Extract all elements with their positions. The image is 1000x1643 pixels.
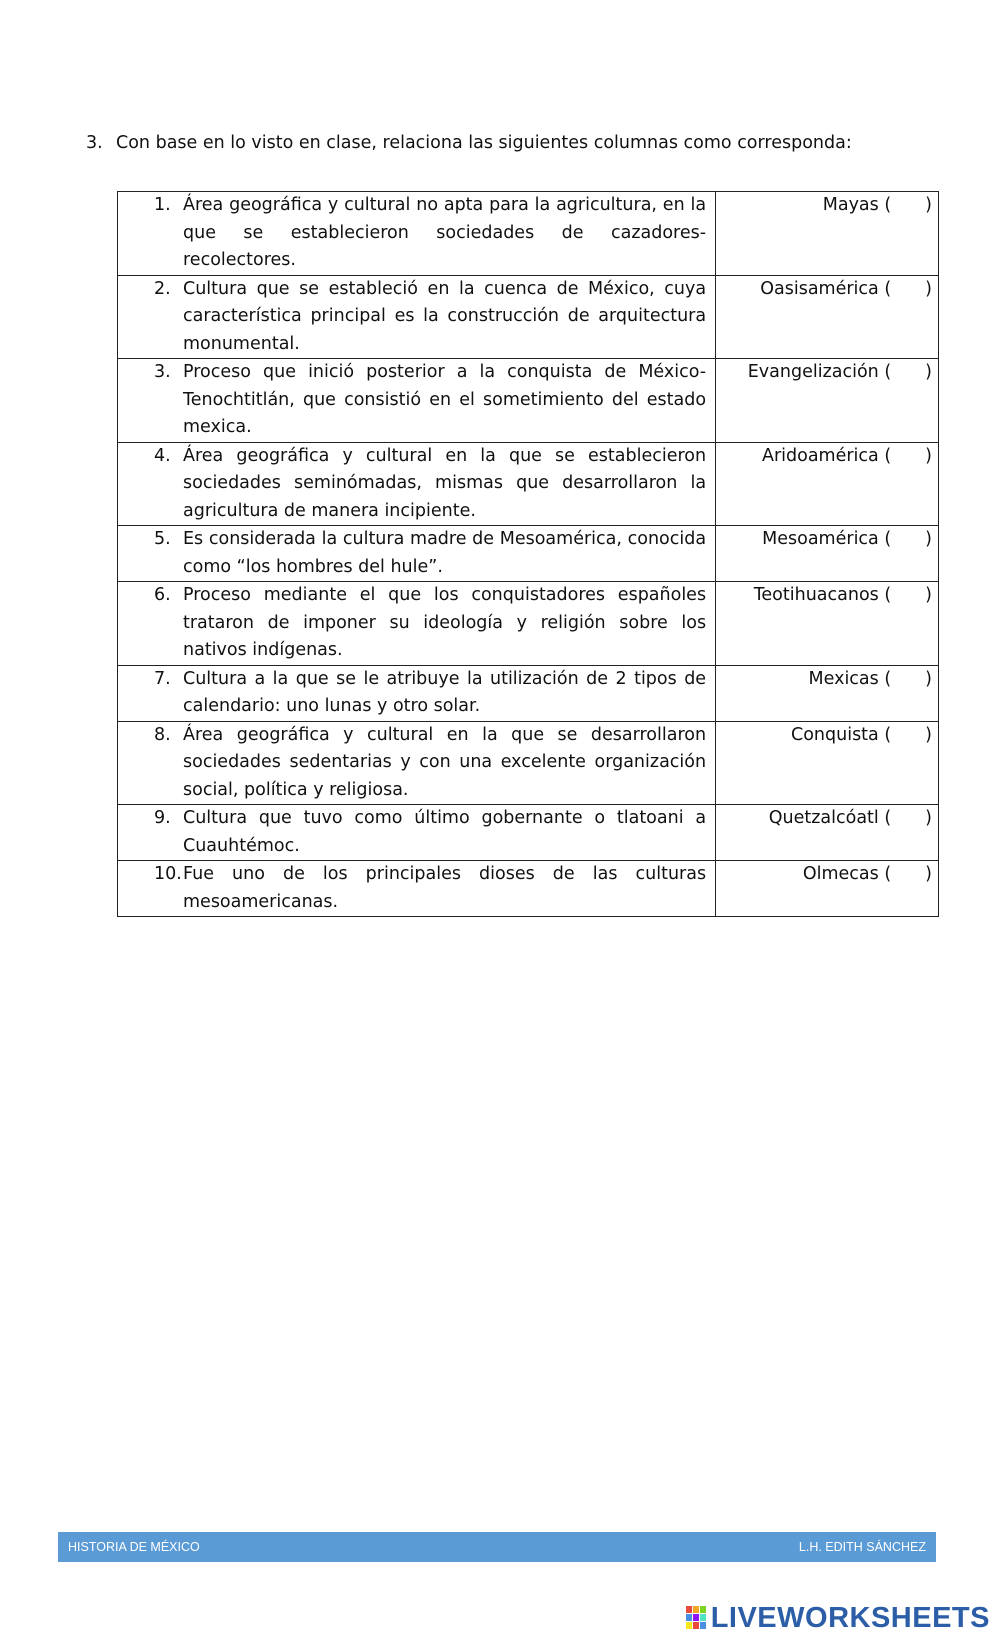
answer-option [716,861,938,889]
option-close-paren: ) [925,445,932,466]
item-description: Proceso mediante el que los conquistadores españoles trataron de imponer su ideología y religión sobre los nativos indígenas. [183,585,707,660]
answer-cell [716,275,939,359]
table-row [118,861,939,917]
option-label: Aridoamérica ( [761,445,892,466]
answer-blank[interactable] [891,276,925,304]
table-row [118,526,939,582]
answer-option [716,582,938,610]
answer-blank[interactable] [891,805,925,833]
description-cell [118,805,716,861]
option-label: Evangelización ( [747,362,892,382]
liveworksheets-logo-icon [685,1605,707,1631]
table-row [118,805,939,861]
table-row [118,721,939,805]
item-description: Área geográfica y cultural en la que se establecieron sociedades seminómadas, mismas que desarrollaron la agricultura de manera incipiente. [183,445,707,521]
answer-blank[interactable] [891,192,925,220]
answer-blank[interactable] [891,582,925,610]
footer-author: L.H. EDITH SÁNCHEZ [798,1540,926,1554]
answer-blank[interactable] [891,666,925,694]
option-close-paren: ) [925,362,932,382]
description-item [118,722,715,805]
description-cell [118,526,716,582]
answer-cell [716,721,939,805]
description-cell [118,665,716,721]
option-close-paren: ) [925,278,932,299]
table-row [118,442,939,526]
description-item [118,276,715,359]
answer-cell [716,526,939,582]
option-label: Oasisamérica ( [760,278,892,299]
answer-option [716,722,938,750]
description-cell [118,582,716,666]
item-description: Área geográfica y cultural no apta para la agricultura, en la que se establecieron sociedades de cazadores-recolectores. [183,195,707,270]
item-number: 4. [154,445,171,466]
answer-blank[interactable] [891,359,925,387]
option-label: Quetzalcóatl ( [768,808,892,828]
table-row [118,192,939,276]
item-description: Fue uno de los principales dioses de las culturas mesoamericanas. [183,864,707,912]
item-number: 2. [154,278,171,299]
answer-cell [716,359,939,443]
answer-option [716,805,938,833]
description-item [118,582,715,665]
item-number: 9. [154,808,171,828]
description-cell [118,721,716,805]
answer-blank[interactable] [891,722,925,750]
item-number: 3. [154,362,171,382]
answer-blank[interactable] [891,526,925,554]
answer-cell [716,805,939,861]
answer-cell [716,665,939,721]
description-cell [118,861,716,917]
item-description: Área geográfica y cultural en la que se desarrollaron sociedades sedentarias y con una excelente organización social, política y religiosa. [183,724,707,800]
matching-table [117,191,939,917]
item-description: Proceso que inició posterior a la conquista de México-Tenochtitlán, que consistió en el sometimiento del estado mexica. [183,362,707,437]
brand-name: LIVEWORKSHEETS [710,1601,990,1634]
answer-option [716,359,938,387]
option-close-paren: ) [925,864,932,884]
answer-option [716,526,938,554]
item-number: 6. [154,585,171,605]
description-item [118,666,715,721]
footer-bar [58,1532,936,1562]
option-label: Teotihuacanos ( [753,585,892,605]
table-row [118,275,939,359]
description-cell [118,275,716,359]
question-text: Con base en lo visto en clase, relaciona las siguientes columnas como corresponda: [116,133,852,153]
item-description: Cultura a la que se le atribuye la utilización de 2 tipos de calendario: uno lunas y otro solar. [183,668,707,716]
answer-blank[interactable] [891,861,925,889]
description-cell [118,442,716,526]
answer-cell [716,861,939,917]
description-item [118,805,715,860]
option-label: Conquista ( [790,724,892,745]
option-close-paren: ) [925,585,932,605]
question-heading [86,133,946,153]
answer-option [716,192,938,220]
table-row [118,582,939,666]
item-number: 5. [154,529,171,549]
item-number: 8. [154,724,171,745]
description-cell [118,192,716,276]
footer-subject: HISTORIA DE MÉXICO [68,1540,200,1554]
table-row [118,359,939,443]
answer-option [716,443,938,471]
item-number: 1. [154,195,171,215]
item-number: 7. [154,668,171,689]
option-label: Olmecas ( [802,864,892,884]
option-label: Mayas ( [822,195,892,215]
answer-cell [716,582,939,666]
option-close-paren: ) [925,195,932,215]
answer-option [716,276,938,304]
option-close-paren: ) [925,529,932,549]
description-item [118,192,715,275]
table-row [118,665,939,721]
item-number: 10. [154,864,182,884]
brand-logo[interactable] [685,1598,990,1638]
description-item [118,861,715,916]
answer-option [716,666,938,694]
answer-blank[interactable] [891,443,925,471]
answer-cell [716,442,939,526]
item-description: Cultura que se estableció en la cuenca de México, cuya característica principal es la construcción de arquitectura monumental. [183,278,707,354]
option-close-paren: ) [925,808,932,828]
description-item [118,526,715,581]
option-label: Mexicas ( [808,668,892,689]
description-item [118,359,715,442]
answer-cell [716,192,939,276]
item-description: Es considerada la cultura madre de Mesoamérica, conocida como “los hombres del hule”. [183,529,707,577]
option-close-paren: ) [925,668,932,689]
description-cell [118,359,716,443]
item-description: Cultura que tuvo como último gobernante o tlatoani a Cuauhtémoc. [183,808,707,856]
option-label: Mesoamérica ( [762,529,892,549]
question-number: 3. [86,133,103,153]
option-close-paren: ) [925,724,932,745]
description-item [118,443,715,526]
